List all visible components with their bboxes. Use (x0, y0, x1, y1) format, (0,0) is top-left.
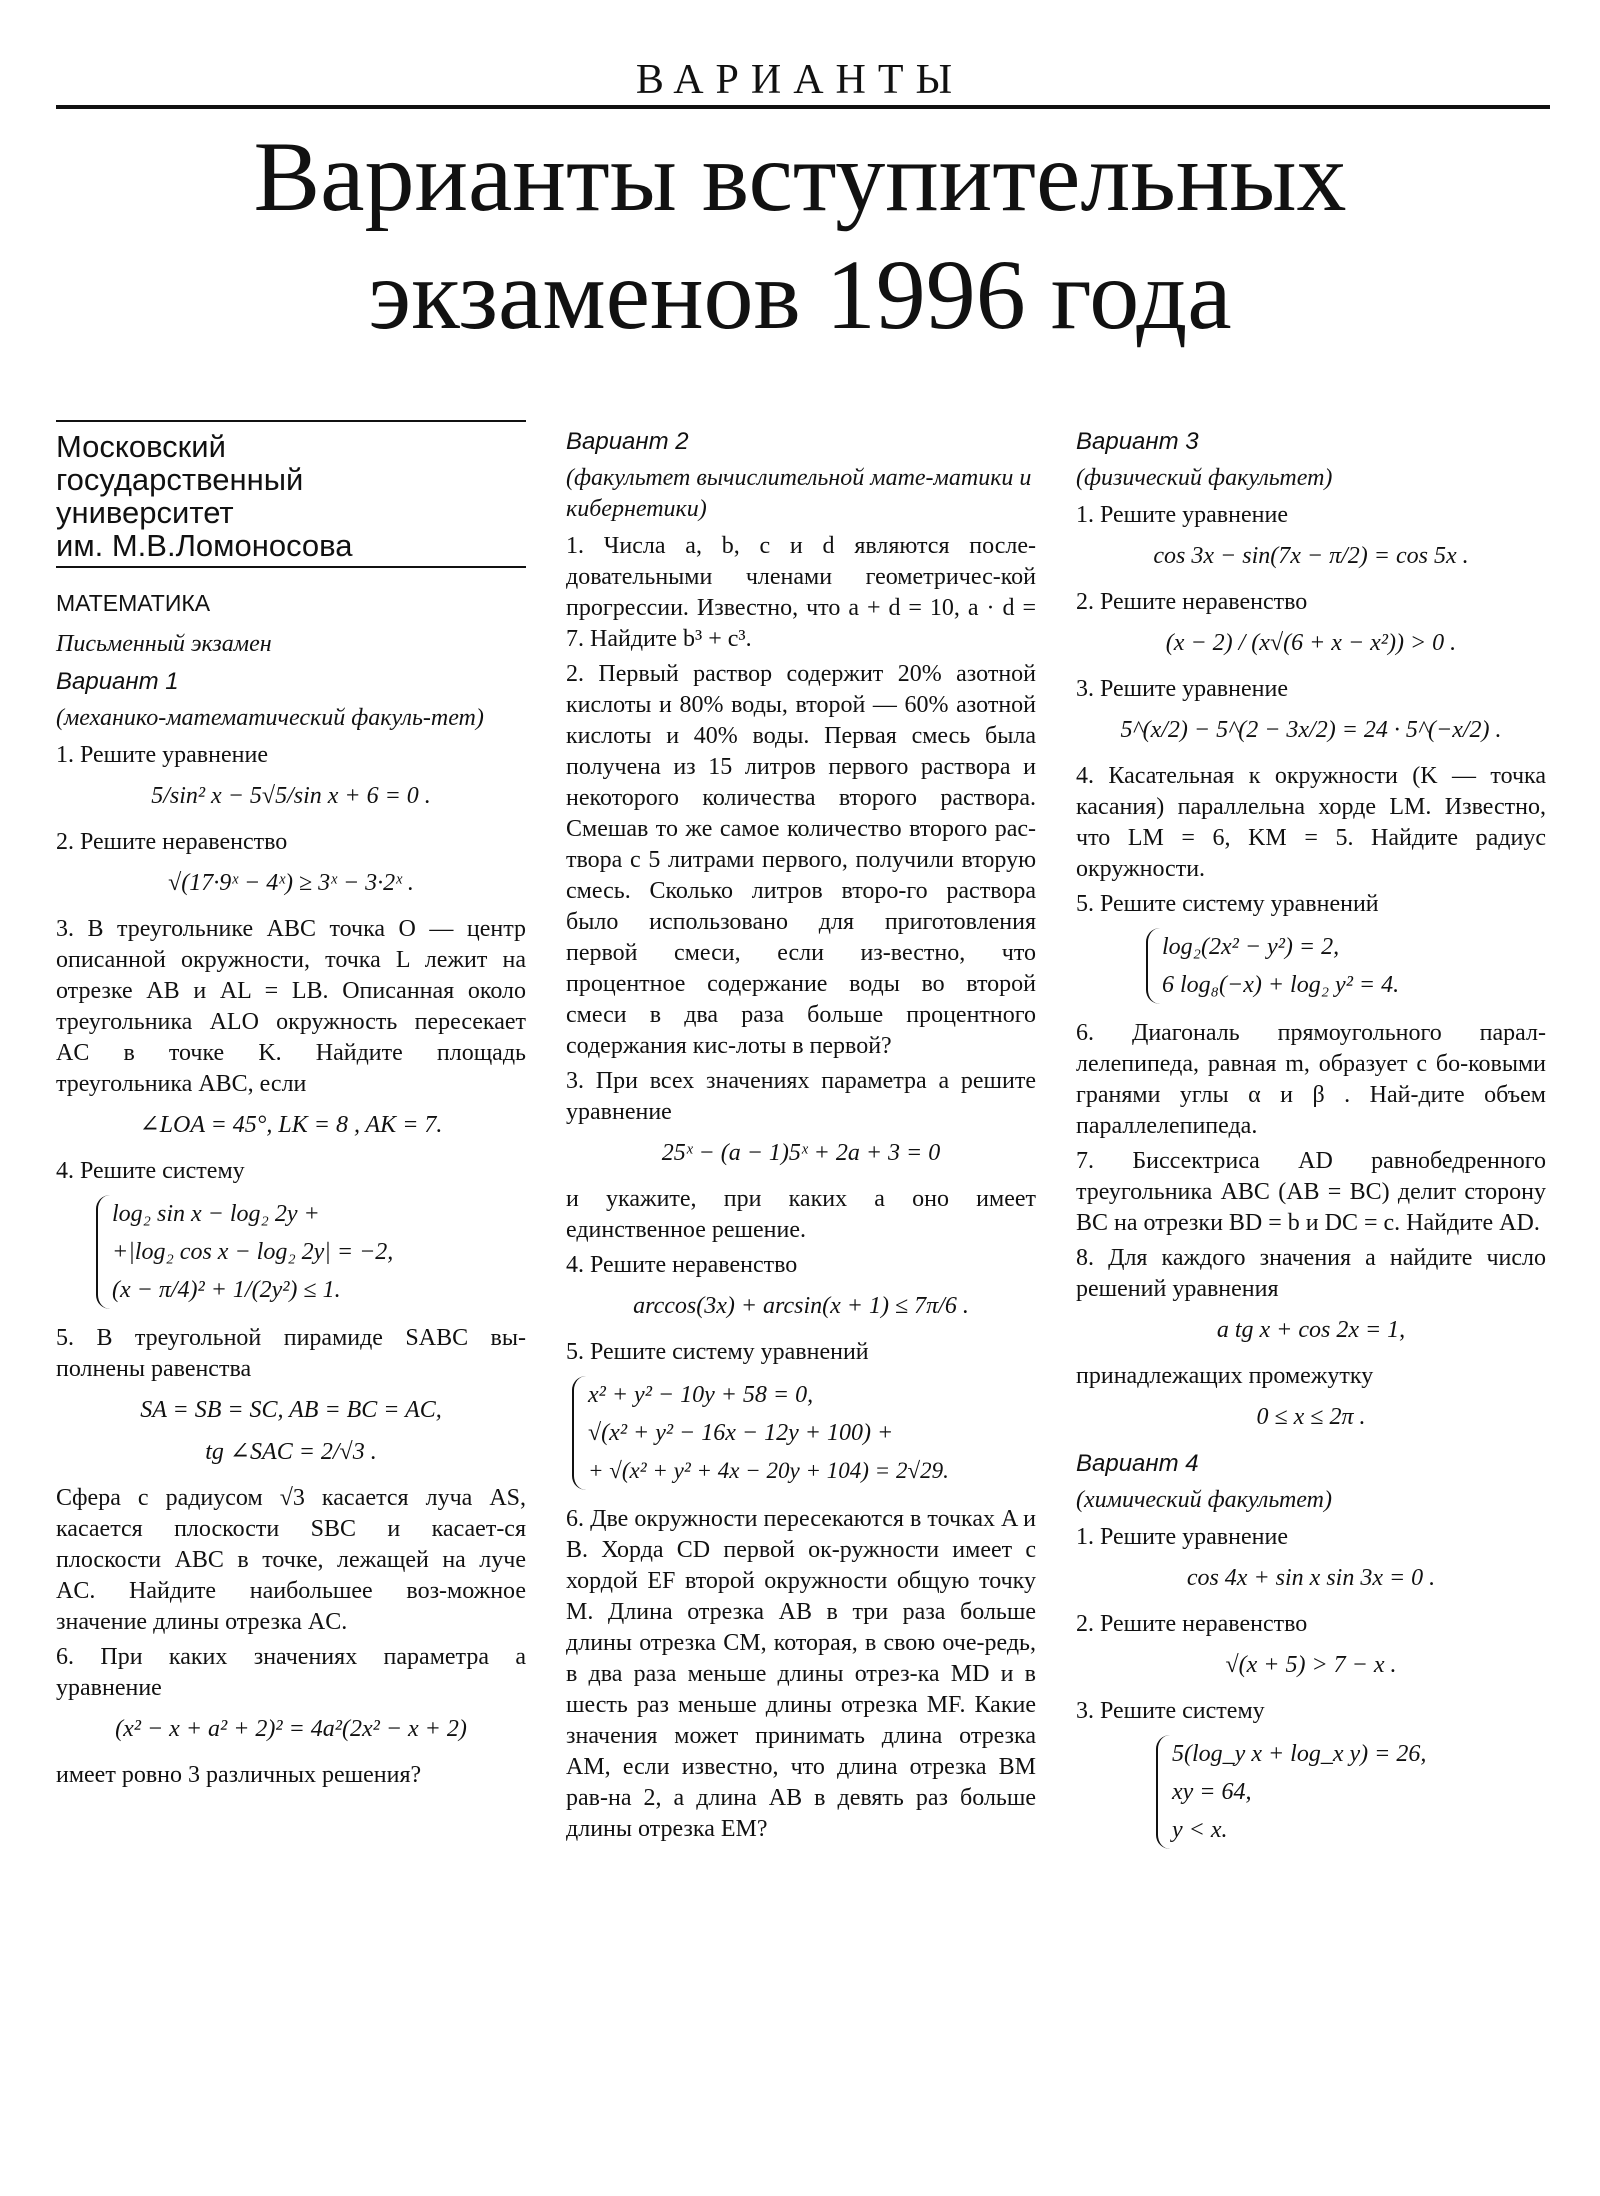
v2-system-5 (572, 1376, 1036, 1490)
section-header: ВАРИАНТЫ (635, 57, 965, 103)
v1-problem-2: 2. Решите неравенство (56, 829, 288, 855)
variant-2-faculty: (факультет вычислительной мате-матики и кибернетики) (566, 465, 1032, 522)
variant-3-heading: Вариант 3 (1076, 428, 1199, 455)
v4-formula-2: √(x + 5) > 7 − x . (1225, 1652, 1397, 1678)
variant-4-faculty: (химический факультет) (1076, 1487, 1332, 1513)
university-name (56, 430, 526, 562)
v2-problem-1: 1. Числа a, b, c и d являются после-довательными членами геометричес-кой прогрессии. Известно, что a + d = 10, a · d = 7. Найдите b³ + c³. (566, 533, 1036, 652)
title-line-1: Варианты вступительных (253, 121, 1347, 232)
title-line-2: экзаменов 1996 года (368, 239, 1232, 350)
variant-1-faculty: (механико-математический факуль-тет) (56, 705, 484, 731)
subject-heading: МАТЕМАТИКА (56, 590, 211, 616)
column-top-rule (56, 420, 526, 422)
v4-system-3 (1156, 1735, 1546, 1849)
v3-problem-6: 6. Диагональ прямоугольного парал-лелепипеда, равная m, образует с бо-ковыми гранями углы α и β . Най-дите объем параллелепипеда. (1076, 1020, 1546, 1139)
v3-problem-8: 8. Для каждого значения a найдите число решений уравнения (1076, 1245, 1546, 1302)
v3-system-5-line-1: log₂(2x² − y²) = 2, (1162, 934, 1340, 960)
v1-formula-1: 5/sin² x − 5√5/sin x + 6 = 0 . (151, 783, 431, 809)
v4-system-3-line-3: y < x. (1172, 1817, 1228, 1843)
variant-4-heading: Вариант 4 (1076, 1450, 1199, 1477)
v3-system-5-line-2: 6 log₈(−x) + log₂ y² = 4. (1162, 972, 1400, 998)
v3-system-5 (1146, 928, 1546, 1004)
v4-problem-3: 3. Решите систему (1076, 1698, 1265, 1724)
v3-problem-1: 1. Решите уравнение (1076, 502, 1288, 528)
v2-problem-4: 4. Решите неравенство (566, 1252, 798, 1278)
v3-problem-8-continued: принадлежащих промежутку (1076, 1363, 1374, 1389)
v3-formula-2: (x − 2) / (x√(6 + x − x²)) > 0 . (1165, 630, 1457, 656)
v3-problem-2: 2. Решите неравенство (1076, 589, 1308, 615)
v1-problem-6-continued: имеет ровно 3 различных решения? (56, 1762, 422, 1788)
v4-problem-1: 1. Решите уравнение (1076, 1524, 1288, 1550)
column-2 (566, 420, 1036, 1849)
variant-2-heading: Вариант 2 (566, 428, 689, 455)
v3-problem-5: 5. Решите систему уравнений (1076, 891, 1379, 917)
v4-problem-2: 2. Решите неравенство (1076, 1611, 1308, 1637)
v3-formula-1: cos 3x − sin(7x − π/2) = cos 5x . (1153, 543, 1469, 569)
v1-problem-6: 6. При каких значениях параметра a уравнение (56, 1644, 526, 1701)
v1-system-4 (96, 1195, 526, 1309)
v1-formula-5b: tg ∠SAC = 2/√3 . (205, 1439, 377, 1465)
v1-formula-2: √(17·9ˣ − 4ˣ) ≥ 3ˣ − 3·2ˣ . (168, 870, 414, 896)
v4-system-3-line-1: 5(log_y x + log_x y) = 26, (1172, 1741, 1427, 1767)
v2-formula-3: 25ˣ − (a − 1)5ˣ + 2a + 3 = 0 (661, 1140, 941, 1166)
v2-problem-3: 3. При всех значениях параметра a решите уравнение (566, 1068, 1036, 1125)
university-line-1: Московский (56, 429, 226, 464)
v4-system-3-line-2: xy = 64, (1172, 1779, 1252, 1805)
v2-problem-5: 5. Решите систему уравнений (566, 1339, 869, 1365)
v2-problem-2: 2. Первый раствор содержит 20% азотной кислоты и 80% воды, второй — 60% азотной кислоты и 40% воды. Первая смесь была получена из 15 литров первого раствора и некоторого количества второго раствора. Смешав то же самое количество второго рас-твора с 5 литрами первого, получили вторую смесь. Сколько литров второ-го раствора было использовано для приготовления первой смеси, если из-вестно, что процентное содержание воды во второй смеси в два раза больше процентного содержания кис-лоты в первой? (566, 661, 1036, 1059)
v1-system-4-line-1: log₂ sin x − log₂ 2y + (112, 1201, 320, 1227)
v1-problem-5-continued: Сфера с радиусом √3 касается луча AS, касается плоскости SBC и касает-ся плоскости ABC в точке, лежащей на луче AC. Найдите наибольшее воз-можное значение длины отрезка AC. (56, 1485, 526, 1635)
header-rule (56, 105, 1550, 109)
v2-system-5-line-1: x² + y² − 10y + 58 = 0, (588, 1382, 814, 1408)
v2-problem-6: 6. Две окружности пересекаются в точках A и B. Хорда CD первой ок-ружности имеет с хордой EF второй окружности общую точку M. Длина отрезка AB в три раза больше длины отрезка CM, которая, в свою оче-редь, в два раза меньше длины отрез-ка MD и в шесть раз меньше длины отрезка MF. Какие значения может принимать длина отрезка AM, если известно, что длина отрезка BM рав-на 2, а длина AB в девять раз больше длины отрезка EM? (566, 1506, 1036, 1842)
column-1 (56, 420, 526, 1795)
v3-formula-8: a tg x + cos 2x = 1, (1216, 1317, 1406, 1343)
v4-formula-1: cos 4x + sin x sin 3x = 0 . (1186, 1565, 1436, 1591)
variant-3-faculty: (физический факультет) (1076, 465, 1333, 491)
v3-problem-4: 4. Касательная к окружности (K — точка касания) параллельна хорде LM. Известно, что LM = 6, KM = 5. Найдите радиус окружности. (1076, 763, 1546, 882)
university-line-4: им. М.В.Ломоносова (56, 528, 353, 563)
variant-1-heading: Вариант 1 (56, 668, 179, 695)
v1-formula-5a: SA = SB = SC, AB = BC = AC, (140, 1397, 442, 1423)
university-bottom-rule (56, 566, 526, 568)
university-line-2: государственный (56, 462, 304, 497)
v3-formula-3: 5^(x/2) − 5^(2 − 3x/2) = 24 · 5^(−x/2) . (1120, 717, 1502, 743)
exam-type: Письменный экзамен (56, 631, 272, 657)
v1-system-4-line-3: (x − π/4)² + 1/(2y²) ≤ 1. (112, 1277, 341, 1303)
v1-formula-3: ∠LOA = 45°, LK = 8 , AK = 7. (139, 1112, 443, 1138)
page-title (0, 118, 1600, 354)
v2-formula-4: arccos(3x) + arcsin(x + 1) ≤ 7π/6 . (633, 1293, 969, 1319)
v1-formula-6: (x² − x + a² + 2)² = 4a²(2x² − x + 2) (115, 1716, 467, 1742)
v1-problem-4: 4. Решите систему (56, 1158, 245, 1184)
v1-problem-5: 5. В треугольной пирамиде SABC вы-полнены равенства (56, 1325, 526, 1382)
v3-problem-3: 3. Решите уравнение (1076, 676, 1288, 702)
v1-problem-1: 1. Решите уравнение (56, 742, 268, 768)
v3-formula-8b: 0 ≤ x ≤ 2π . (1256, 1404, 1366, 1430)
v3-problem-7: 7. Биссектриса AD равнобедренного треугольника ABC (AB = BC) делит сторону BC на отрезки BD = b и DC = c. Найдите AD. (1076, 1148, 1546, 1236)
v1-problem-3: 3. В треугольнике ABC точка O — центр описанной окружности, точка L лежит на отрезке AB и AL = LB. Описанная около треугольника ALO окружность пересекает AC в точке K. Найдите площадь треугольника ABC, если (56, 916, 526, 1097)
v1-system-4-line-2: +|log₂ cos x − log₂ 2y| = −2, (112, 1239, 394, 1265)
university-line-3: университет (56, 495, 234, 530)
column-3 (1076, 420, 1546, 1863)
v2-problem-3-continued: и укажите, при каких a оно имеет единственное решение. (566, 1186, 1036, 1243)
v2-system-5-line-3: + √(x² + y² + 4x − 20y + 104) = 2√29. (588, 1458, 949, 1483)
v2-system-5-line-2: √(x² + y² − 16x − 12y + 100) + (588, 1420, 894, 1446)
